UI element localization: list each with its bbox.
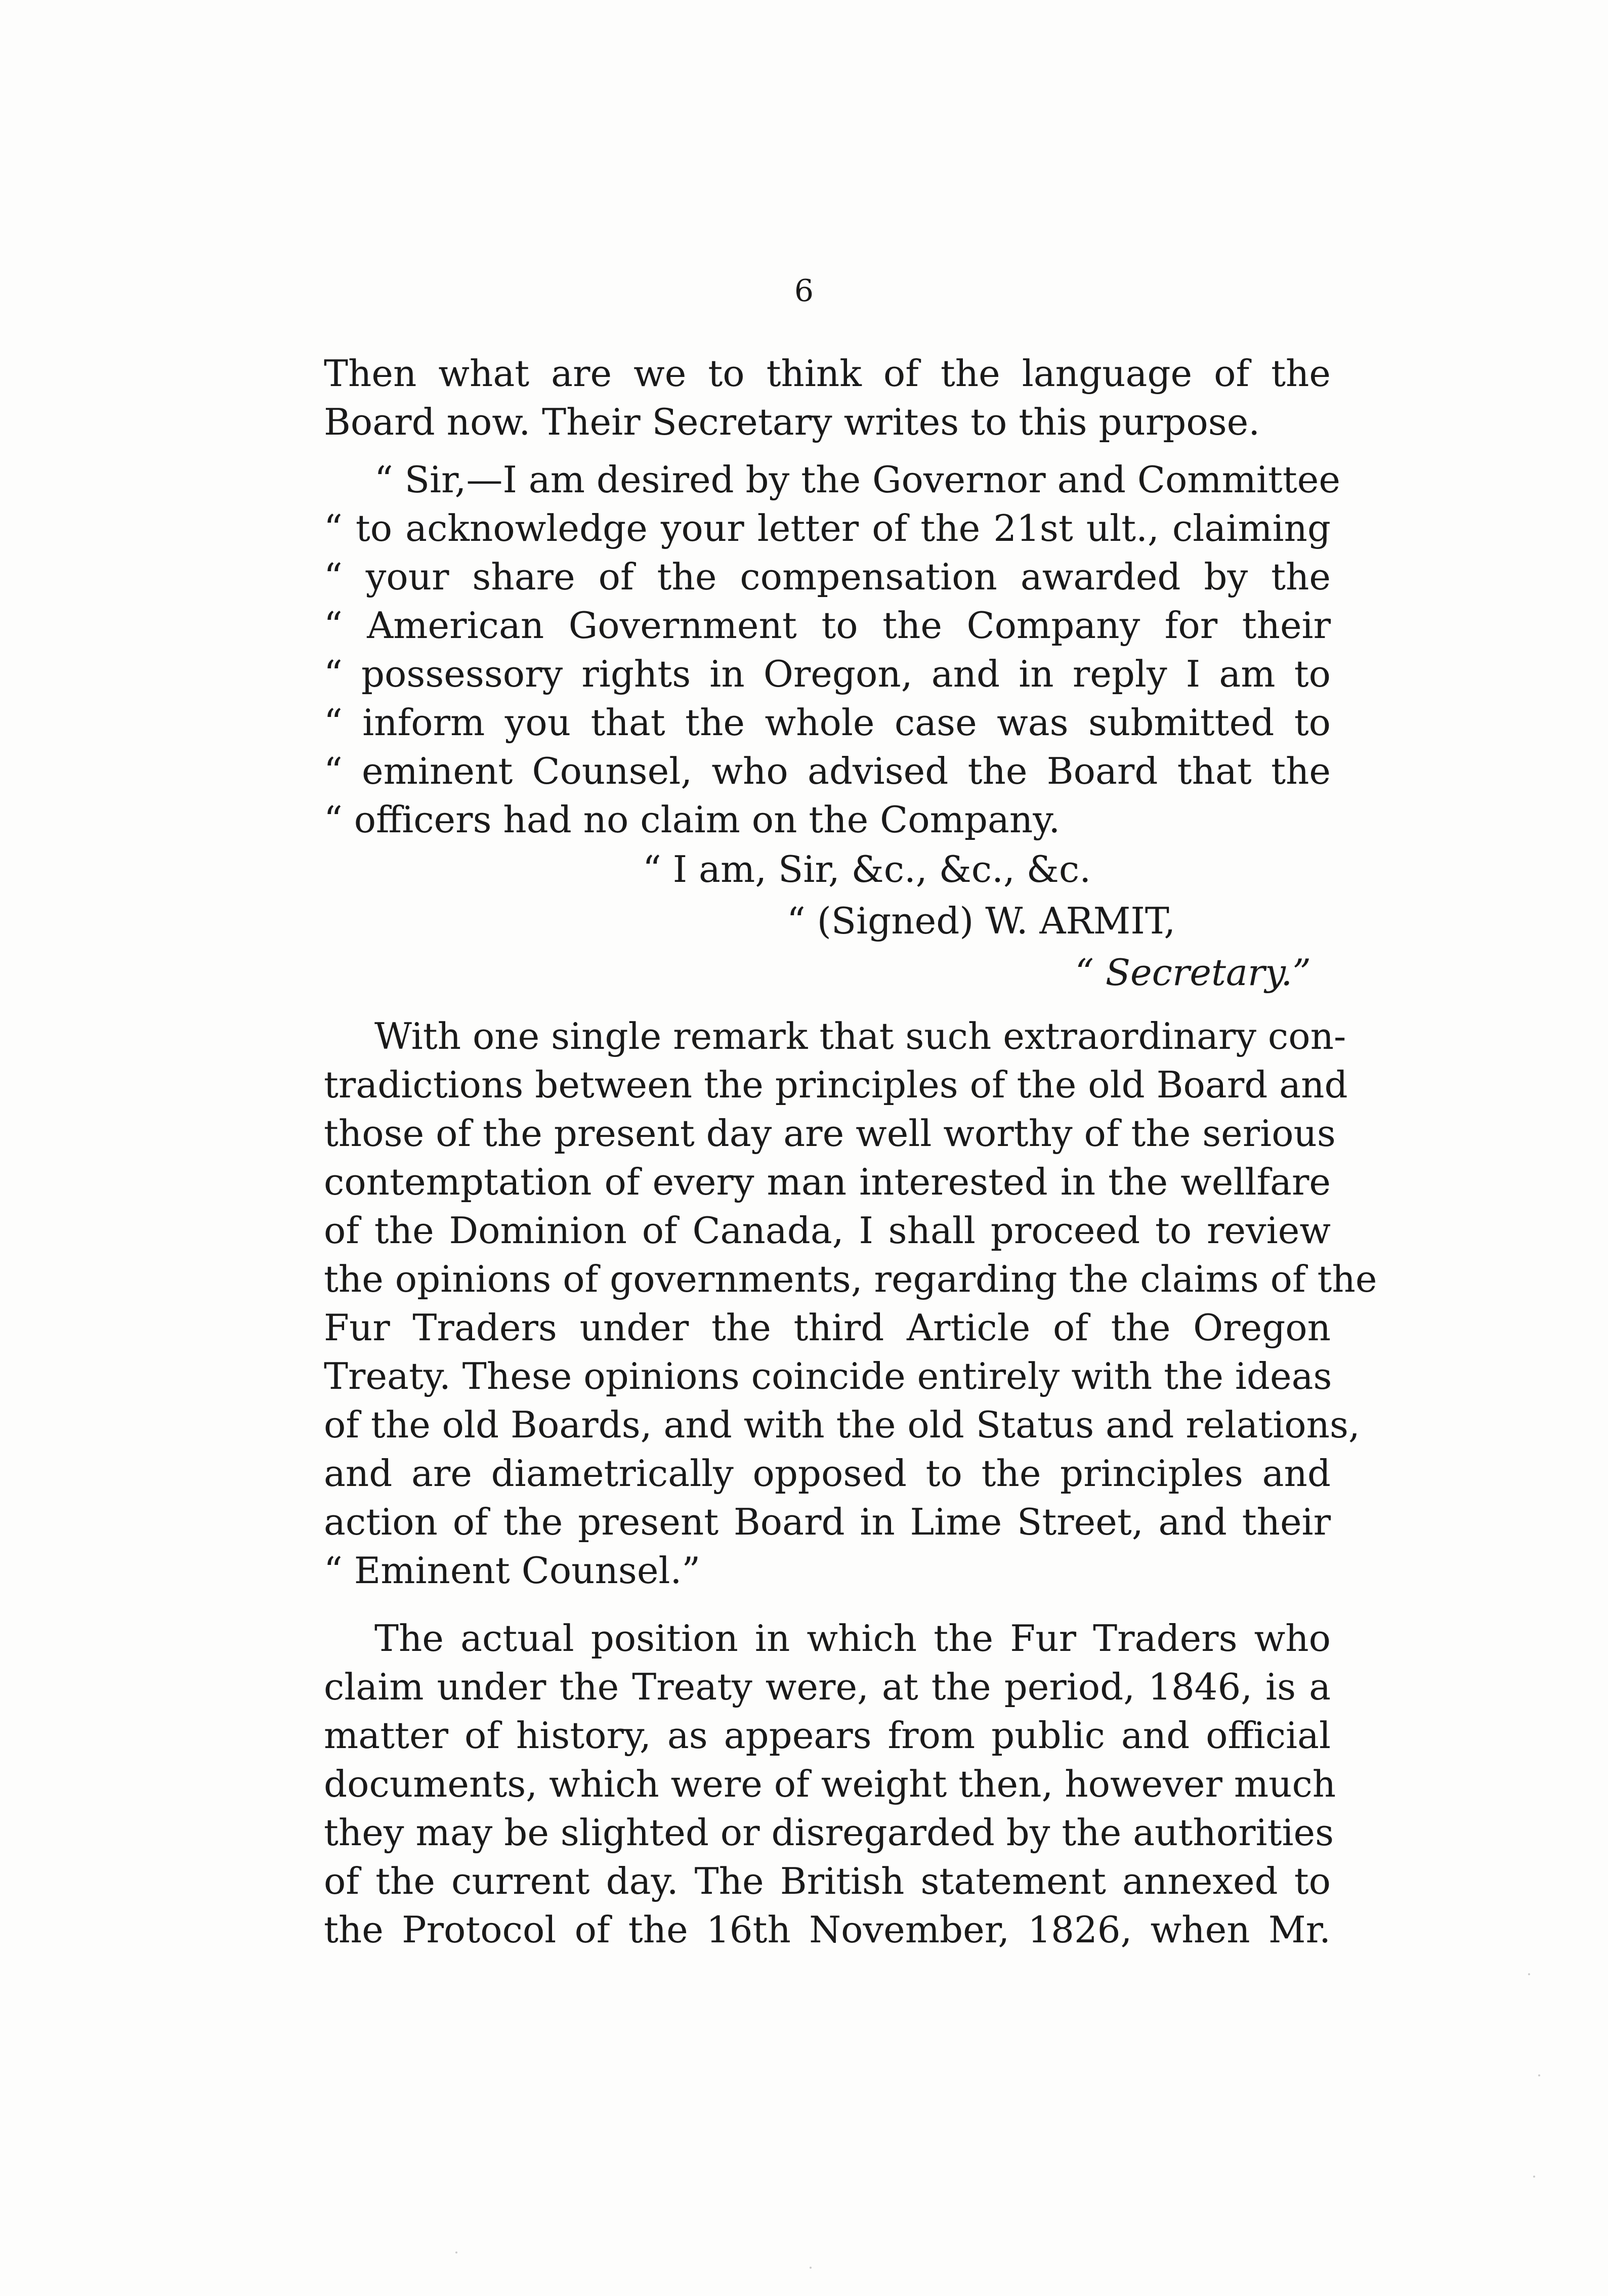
paragraph-position [324, 1614, 1336, 1954]
paragraph-contradictions [324, 1012, 1377, 1595]
text-line: claim under the Treaty were, at the period, 1846, is a [324, 1666, 1331, 1708]
letter-line: “ possessory rights in Oregon, and in reply I am to [324, 653, 1331, 695]
text-line: Fur Traders under the third Article of the Oregon [324, 1306, 1331, 1349]
letter-line: “ eminent Counsel, who advised the Board that the [324, 750, 1331, 792]
text-line: and are diametrically opposed to the principles and [324, 1452, 1331, 1495]
letter-line: “ American Government to the Company for their [324, 604, 1331, 647]
page-number: 6 [794, 273, 814, 309]
scan-speck [1538, 2074, 1540, 2076]
text-line: action of the present Board in Lime Street, and their [324, 1501, 1331, 1543]
text-line: matter of history, as appears from public and official [324, 1714, 1331, 1757]
letter-salutation: “ I am, Sir, &c., &c., &c. [643, 848, 1091, 890]
text-line: of the Dominion of Canada, I shall proceed to review [324, 1209, 1331, 1252]
quoted-letter [324, 455, 1340, 844]
text-line: “ Eminent Counsel.” [324, 1549, 701, 1592]
text-line: Then what are we to think of the language of the [324, 352, 1331, 395]
text-line: tradictions between the principles of the old Board and [324, 1064, 1348, 1106]
scan-speck [810, 2267, 812, 2269]
text-line: Treaty. These opinions coincide entirely with the ideas [324, 1355, 1332, 1397]
letter-line: “ officers had no claim on the Company. [324, 798, 1061, 841]
letter-line: “ Sir,—I am desired by the Governor and Committee [374, 458, 1340, 501]
text-line: The actual position in which the Fur Traders who [374, 1617, 1331, 1660]
letter-line: “ your share of the compensation awarded by the [324, 556, 1331, 598]
text-line: the opinions of governments, regarding the claims of the [324, 1258, 1377, 1300]
letter-line: “ to acknowledge your letter of the 21st ult., claiming [324, 507, 1331, 549]
text-line: of the old Boards, and with the old Status and relations, [324, 1404, 1360, 1446]
text-line: the Protocol of the 16th November, 1826, when Mr. [324, 1908, 1331, 1951]
text-line: With one single remark that such extraordinary con- [374, 1015, 1346, 1057]
text-line: contemptation of every man interested in the wellfare [324, 1161, 1331, 1203]
text-line: documents, which were of weight then, however much [324, 1763, 1336, 1805]
letter-line: “ inform you that the whole case was submitted to [324, 701, 1331, 744]
text-line: they may be slighted or disregarded by the authorities [324, 1811, 1334, 1854]
text-line: Board now. Their Secretary writes to this purpose. [324, 401, 1260, 443]
scan-speck [1528, 1973, 1530, 1975]
paragraph-intro [324, 349, 1331, 446]
scan-speck [455, 2251, 457, 2254]
text-line: those of the present day are well worthy of the serious [324, 1112, 1336, 1155]
text-line: of the current day. The British statement annexed to [324, 1860, 1331, 1902]
letter-signature: “ (Signed) W. ARMIT, [787, 900, 1176, 942]
scan-speck [1533, 2176, 1535, 2178]
letter-signatory-title: “ Secretary.” [1075, 951, 1311, 994]
